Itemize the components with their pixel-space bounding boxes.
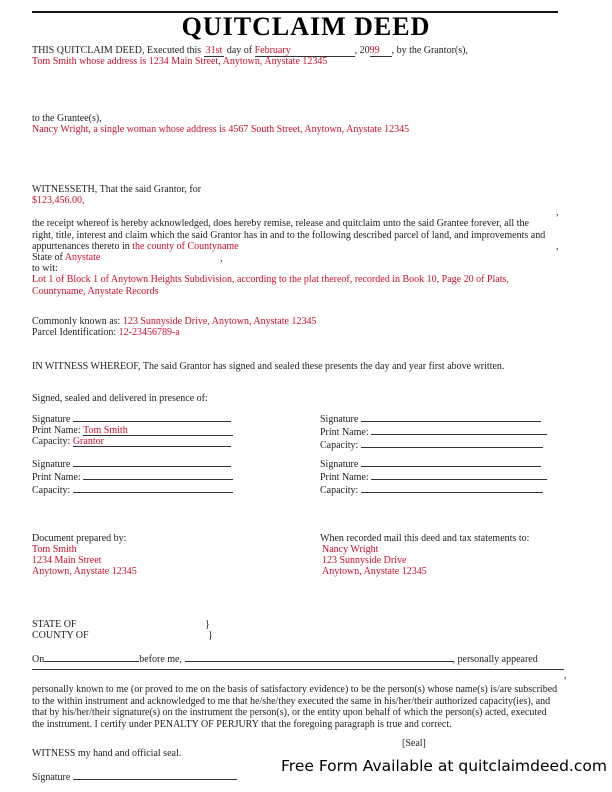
- print-name-label: Print Name:: [320, 472, 369, 483]
- print-name-line[interactable]: [371, 425, 547, 435]
- notary-personally-appeared: , personally appeared: [452, 654, 538, 665]
- receipt-paragraph: [32, 218, 552, 253]
- footer-link[interactable]: Free Form Available at quitclaimdeed.com: [281, 757, 607, 775]
- capacity-field[interactable]: Grantor: [73, 436, 231, 447]
- signature-label: Signature: [320, 459, 359, 470]
- sig-block-1: [32, 412, 242, 447]
- capacity-row: [32, 436, 242, 447]
- capacity-line[interactable]: [361, 483, 543, 493]
- signature-label: Signature: [32, 414, 71, 425]
- prepared-by-name-field[interactable]: Tom Smith: [32, 544, 77, 555]
- signature-label: Signature: [320, 414, 359, 425]
- comma-mark: ,: [556, 207, 559, 218]
- witnesseth-text: WITNESSETH, That the said Grantor, for: [32, 184, 202, 195]
- intro-text-1: THIS QUITCLAIM DEED, Executed this: [32, 45, 202, 56]
- comma-mark: ,: [556, 241, 559, 252]
- signature-label: Signature: [32, 459, 71, 470]
- legal-description-field[interactable]: Lot 1 of Block 1 of Anytown Heights Subdivision, according to the plat thereof, recorded in Book 10, Page 20 of Plats, Countyname, Anystate Records: [32, 274, 509, 297]
- notary-body: personally known to me (or proved to me on the basis of satisfactory evidence) to be the person(s) whose name(s) is/are subscribed to the within instrument and acknowledged to me that he/she/they executed the same in his/her/their authorized capacity(ies), and that by his/her/their signature(s) on the instrument the person(s), or the entity upon behalf of which the person(s) acted, executed the instrument. I certify under PENALTY OF PERJURY that the foregoing paragraph is true and correct.: [32, 684, 558, 730]
- consideration-amount-field[interactable]: $123,456.00,: [32, 195, 85, 206]
- prepared-by-city-field[interactable]: Anytown, Anystate 12345: [32, 566, 137, 577]
- mail-to-label: When recorded mail this deed and tax statements to:: [320, 533, 530, 544]
- notary-on-label: On: [32, 654, 45, 665]
- comma-mark: ,: [564, 670, 567, 681]
- capacity-label: Capacity:: [320, 485, 359, 496]
- capacity-label: Capacity:: [32, 485, 71, 496]
- signed-sealed-text: Signed, sealed and delivered in presence of:: [32, 393, 208, 404]
- grantor-field[interactable]: Tom Smith whose address is 1234 Main Street, Anytown, Anystate 12345: [32, 56, 328, 67]
- signature-row: [320, 412, 552, 425]
- parcel-label: Parcel Identification:: [32, 327, 117, 338]
- county-field[interactable]: the county of Countyname: [132, 241, 239, 253]
- capacity-label: Capacity:: [320, 440, 359, 451]
- print-name-field[interactable]: Tom Smith: [83, 425, 233, 436]
- execution-day-field[interactable]: 31st: [205, 45, 223, 56]
- property-address-field[interactable]: 123 Sunnyside Drive, Anytown, Anystate 12345: [122, 316, 317, 327]
- print-name-label: Print Name:: [32, 472, 81, 483]
- print-name-label: Print Name:: [320, 427, 369, 438]
- signature-line[interactable]: [73, 457, 231, 467]
- mail-to-city-field[interactable]: Anytown, Anystate 12345: [322, 566, 427, 577]
- mail-to-name-field[interactable]: Nancy Wright: [322, 544, 379, 555]
- notary-brace: }: [205, 619, 210, 630]
- prepared-by-block: [32, 533, 137, 577]
- document-title: QUITCLAIM DEED: [181, 12, 431, 41]
- notary-seal-label: [Seal]: [402, 738, 426, 749]
- notary-signature-label: Signature: [32, 772, 71, 783]
- grantee-field[interactable]: Nancy Wright, a single woman whose address is 4567 South Street, Anytown, Anystate 12345: [32, 124, 410, 135]
- signature-line[interactable]: [361, 412, 541, 422]
- notary-signature-line[interactable]: [73, 770, 237, 780]
- parcel-id-field[interactable]: 12-23456789-a: [118, 327, 180, 338]
- parcel-line: [32, 327, 180, 338]
- notary-county-of: COUNTY OF: [32, 630, 89, 641]
- mail-to-block: [320, 533, 529, 577]
- intro-text-4: , by the Grantor(s),: [391, 45, 468, 56]
- state-label: State of: [32, 252, 63, 263]
- in-witness-paragraph: IN WITNESS WHEREOF, The said Grantor has signed and sealed these presents the day and year first above written.: [32, 361, 505, 372]
- receipt-text: the receipt whereof is hereby acknowledged, does hereby remise, release and quitclaim unto the said Grantee forever, all the right, title, interest and claim which the said Grantor has in and to the following described parcel of land, and improvements and appurtenances thereto in: [32, 218, 546, 253]
- comma-mark: ,: [220, 253, 223, 264]
- capacity-line[interactable]: [73, 483, 233, 493]
- signature-row: [32, 412, 242, 425]
- commonly-known-line: [32, 316, 316, 327]
- print-name-row: [32, 470, 242, 483]
- capacity-label: Capacity:: [32, 436, 71, 447]
- capacity-row: [320, 483, 552, 496]
- print-name-row: [32, 425, 242, 436]
- state-line: [32, 252, 100, 263]
- signature-row: [32, 457, 242, 470]
- print-name-row: [320, 425, 552, 438]
- state-field[interactable]: Anystate: [64, 252, 101, 263]
- sig-block-3: [32, 457, 242, 496]
- intro-text-3: , 20: [354, 45, 370, 56]
- execution-month-field[interactable]: February: [255, 45, 355, 57]
- notary-state-of: STATE OF: [32, 619, 77, 630]
- print-name-line[interactable]: [371, 470, 547, 480]
- prepared-by-street-field[interactable]: 1234 Main Street: [32, 555, 102, 566]
- capacity-row: [32, 483, 242, 496]
- commonly-known-label: Commonly known as:: [32, 316, 121, 327]
- print-name-row: [320, 470, 552, 483]
- print-name-line[interactable]: [83, 470, 233, 480]
- notary-brace: }: [208, 630, 213, 641]
- capacity-line[interactable]: [361, 438, 543, 448]
- mail-to-street-field[interactable]: 123 Sunnyside Drive: [322, 555, 407, 566]
- sig-block-4: [320, 457, 552, 496]
- to-wit-label: to wit:: [32, 263, 58, 274]
- grantee-label: to the Grantee(s),: [32, 113, 102, 124]
- sig-block-2: [320, 412, 552, 451]
- intro-text-2: day of: [226, 45, 253, 56]
- signature-line[interactable]: [361, 457, 541, 467]
- prepared-by-label: Document prepared by:: [32, 533, 127, 544]
- notary-before-me: before me,: [139, 654, 182, 665]
- print-name-label: Print Name:: [32, 425, 81, 436]
- notary-witness-hand: WITNESS my hand and official seal.: [32, 748, 182, 759]
- capacity-row: [320, 438, 552, 451]
- notary-signature-row: [32, 770, 237, 783]
- notary-appeared-line[interactable]: [32, 660, 564, 670]
- execution-year-field[interactable]: 99: [370, 45, 392, 57]
- signature-row: [320, 457, 552, 470]
- signature-line[interactable]: [73, 412, 231, 422]
